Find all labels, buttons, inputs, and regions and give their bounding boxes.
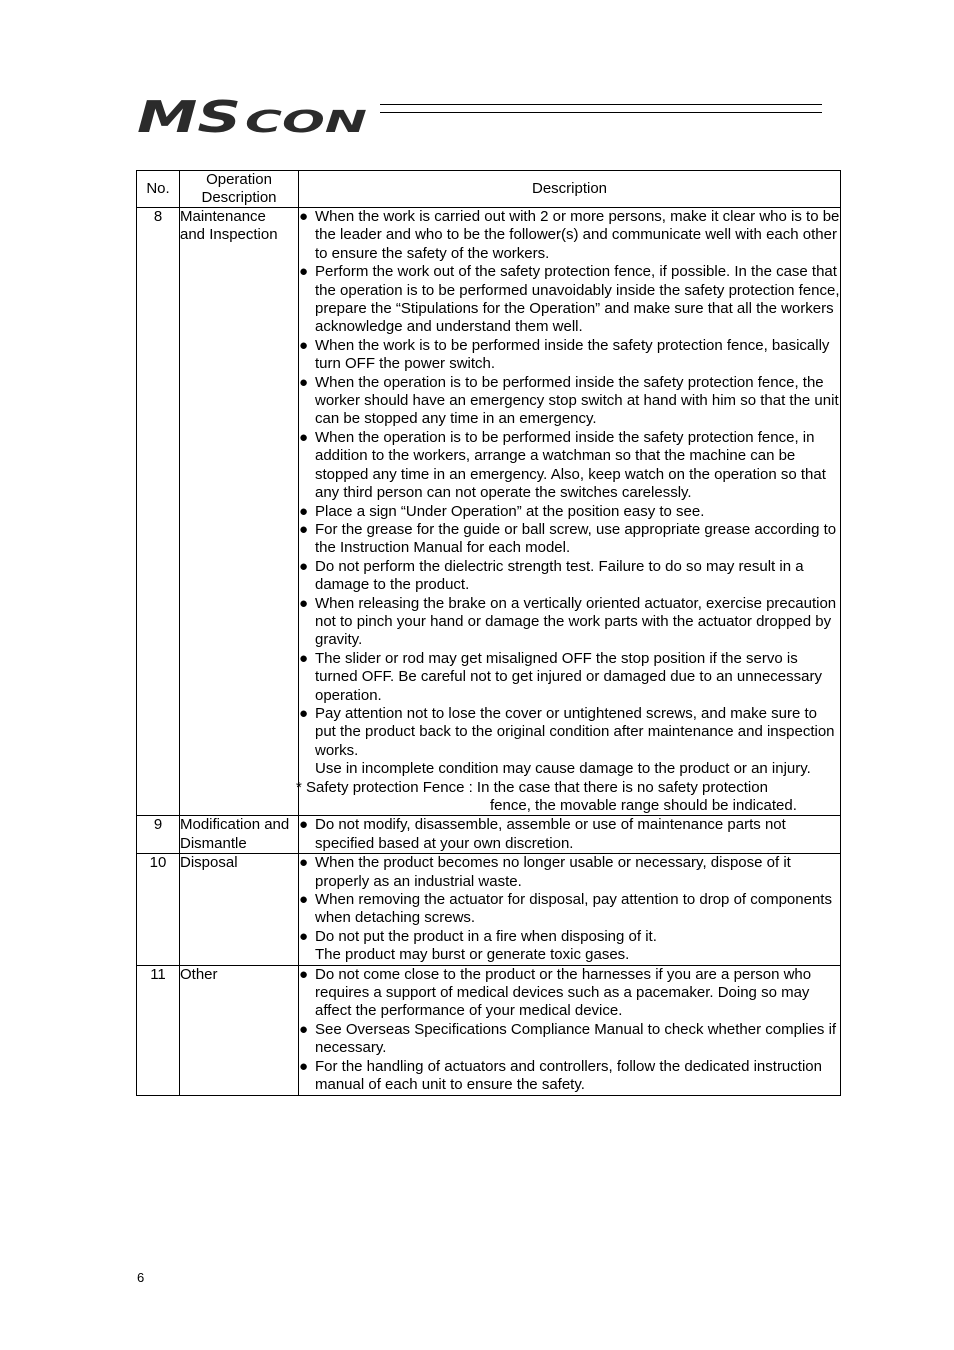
bullet-icon: ● — [299, 557, 309, 575]
row-number: 8 — [137, 208, 180, 816]
description-cell — [299, 816, 841, 854]
bullet-icon: ● — [299, 927, 309, 945]
list-item: ● When the work is to be performed inside the safety protection fence, basically turn OFF the power switch. — [299, 336, 830, 373]
header-description: Description — [299, 171, 841, 208]
table-row — [137, 208, 841, 816]
operation-description: Other — [180, 965, 299, 1095]
list-item: ● Perform the work out of the safety protection fence, if possible. In the case that the operation is to be performed unavoidably inside the safety protection fence, prepare the “Stipulations for the Operation” and make sure that all the workers acknowledge and understand them well. — [299, 263, 840, 336]
row-number: 11 — [137, 965, 180, 1095]
header-operation: Operation Description — [180, 171, 299, 208]
list-item: ● Do not come close to the product or the harnesses if you are a person who requires a support of medical devices such as a pacemaker. Doing so may affect the performance of your medical device. — [299, 965, 812, 1020]
bullet-icon: ● — [299, 649, 309, 667]
bullet-icon: ● — [299, 594, 309, 612]
operation-description: Modification and Dismantle — [180, 816, 299, 854]
table-row — [137, 854, 841, 965]
table-header-row — [137, 171, 841, 208]
list-item: ● Do not put the product in a fire when disposing of it. The product may burst or generate toxic gases. — [299, 928, 840, 965]
footnote — [296, 779, 840, 816]
list-item: ● See Overseas Specifications Compliance Manual to check whether complies if necessary. — [299, 1020, 837, 1057]
row-number: 9 — [137, 816, 180, 854]
table-row — [137, 965, 841, 1095]
footnote-line-1: * Safety protection Fence : In the case that there is no safety protection — [296, 778, 768, 796]
bullet-icon: ● — [299, 520, 309, 538]
list-item: ● For the handling of actuators and controllers, follow the dedicated instruction manual of each unit to ensure the safety. — [299, 1057, 822, 1094]
list-item: ● When releasing the brake on a vertically oriented actuator, exercise precaution not to pinch your hand or damage the work parts with the actuator dropped by gravity. — [299, 594, 837, 649]
bullet-icon: ● — [299, 965, 309, 983]
list-item: ● When the operation is to be performed inside the safety protection fence, the worker should have an emergency stop switch at hand with him so that the unit can be stopped any time in an emergency. — [299, 373, 839, 428]
mscon-logo — [137, 96, 369, 136]
bullet-icon: ● — [299, 854, 309, 872]
list-item: ● The slider or rod may get misaligned OFF the stop position if the servo is turned OFF. Be careful not to get injured or damaged due to an unnecessary operation. — [299, 649, 822, 704]
header-no: No. — [137, 171, 180, 208]
bullet-icon: ● — [299, 816, 309, 834]
bullet-icon: ● — [299, 502, 309, 520]
bullet-icon: ● — [299, 428, 309, 446]
bullet-icon: ● — [299, 1057, 309, 1075]
list-item: ● Place a sign “Under Operation” at the position easy to see. — [299, 502, 705, 520]
list-item: ● When the product becomes no longer usable or necessary, dispose of it properly as an industrial waste. — [299, 854, 791, 890]
description-cell — [296, 208, 841, 816]
footnote-line-2: fence, the movable range should be indicated. — [490, 797, 797, 814]
bullet-icon: ● — [299, 704, 309, 722]
bullet-icon: ● — [299, 336, 309, 354]
operation-description: Maintenance and Inspection — [180, 208, 299, 816]
list-item: ● Pay attention not to lose the cover or untightened screws, and make sure to put the product back to the original condition after maintenance and inspection works. Use in incomplete condition may cause damage to the product or an injury. — [299, 705, 840, 779]
bullet-icon: ● — [299, 208, 309, 225]
list-item: ● When the work is carried out with 2 or more persons, make it clear who is to be the leader and who to be the follower(s) and communicate well with each other to ensure the safety of the workers. — [299, 208, 840, 262]
list-item: ● When removing the actuator for disposal, pay attention to drop of components when detaching screws. — [299, 891, 832, 927]
header-rule — [380, 104, 822, 116]
bullet-icon: ● — [299, 1020, 309, 1038]
list-item-continuation: Use in incomplete condition may cause damage to the product or an injury. — [315, 760, 811, 778]
svg-text:CON: CON — [245, 105, 367, 136]
svg-text:MS: MS — [137, 96, 241, 136]
row-number: 10 — [137, 854, 180, 965]
table-row — [137, 816, 841, 854]
operations-table — [136, 170, 841, 1096]
description-cell — [299, 854, 841, 965]
page-number: 6 — [137, 1270, 145, 1285]
operation-description: Disposal — [180, 854, 299, 965]
list-item: ● Do not perform the dielectric strength test. Failure to do so may result in a damage to the product. — [299, 557, 804, 594]
bullet-icon: ● — [299, 373, 309, 391]
description-cell — [299, 965, 841, 1095]
bullet-icon: ● — [299, 263, 309, 281]
list-item: ● Do not modify, disassemble, assemble or use of maintenance parts not specified based at your own discretion. — [299, 816, 786, 852]
list-item: ● For the grease for the guide or ball screw, use appropriate grease according to the Instruction Manual for each model. — [299, 520, 837, 557]
list-item-continuation: The product may burst or generate toxic gases. — [315, 946, 630, 964]
bullet-icon: ● — [299, 891, 309, 909]
list-item: ● When the operation is to be performed inside the safety protection fence, in addition to the workers, arrange a watchman so that the machine can be stopped any time in an emergency. Also, keep watch on the operation so that any third person can not operate the switches carelessly. — [299, 428, 826, 502]
